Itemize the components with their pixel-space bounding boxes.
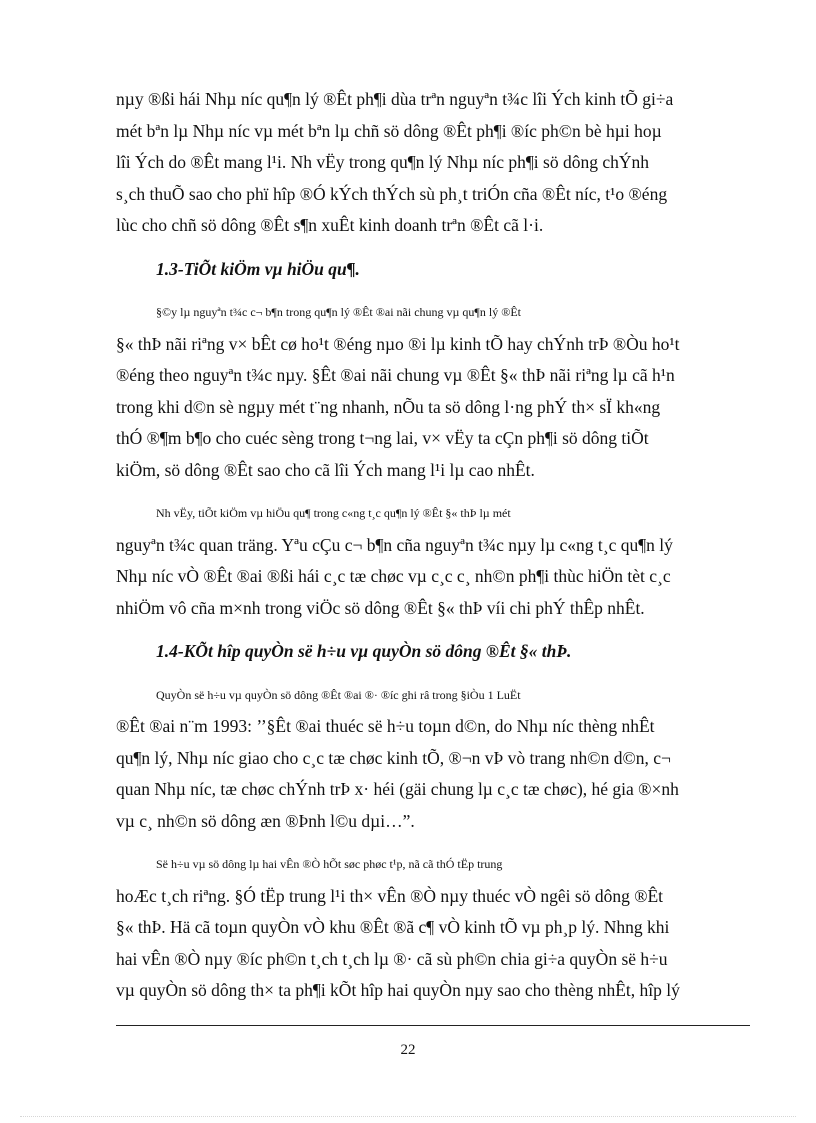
text-line: hai vÊn ®Ò nµy ®íc ph©n t¸ch t¸ch lµ ®· cã sù ph©n chia gi÷a quyÒn së h÷u bbox=[116, 948, 668, 969]
text-line: nhiÖm vô cña m×nh trong viÖc sö dông ®Êt §« thÞ víi chi phÝ thÊp nhÊt. bbox=[116, 597, 645, 618]
text-line: Nh vËy, tiÕt kiÖm vµ hiÖu qu¶ trong c«ng t¸c qu¶n lý ®Êt §« thÞ lµ mét bbox=[156, 506, 511, 520]
text-line: Së h÷u vµ sö dông lµ hai vÊn ®Ò hÕt søc phøc t¹p, nã cã thÓ tËp trung bbox=[156, 857, 503, 871]
text-line: ®Êt ®ai n¨m 1993: ’’§Êt ®ai thuéc së h÷u toµn d©n, do Nhµ níc thèng nhÊt bbox=[116, 716, 655, 736]
text-line: hoÆc t¸ch riªng. §Ó tËp trung l¹i th× vÊn ®Ò nµy thuéc vÒ ngêi sö dông ®Êt bbox=[116, 885, 664, 906]
text-line: qu¶n lý, Nhµ níc giao cho c¸c tæ chøc kinh tÕ, ®¬n vÞ vò trang nh©n d©n, c¬ bbox=[116, 747, 671, 768]
text-line: nµy ®ßi hái Nhµ níc qu¶n lý ®Êt ph¶i dùa trªn nguyªn t¾c lîi Ých kinh tÕ gi÷a bbox=[116, 89, 674, 109]
text-line: mét bªn lµ Nhµ níc vµ mét bªn lµ chñ sö dông ®Êt ph¶i ®íc ph©n bè hµi hoµ bbox=[116, 120, 662, 141]
text-line: lîi Ých do ®Êt mang l¹i. Nh vËy trong qu¶n lý Nhµ níc ph¶i sö dông chÝnh bbox=[116, 152, 649, 172]
text-line: lùc cho chñ sö dông ®Êt s¶n xuÊt kinh doanh trªn ®Êt cã l·i. bbox=[116, 215, 544, 235]
text-line: thÓ ®¶m b¶o cho cuéc sèng trong t¬ng lai, v× vËy ta cÇn ph¶i sö dông tiÕt bbox=[116, 428, 649, 448]
text-line: Nhµ níc vÒ ®Êt ®ai ®ßi hái c¸c tæ chøc vµ c¸c c¸ nh©n ph¶i thùc hiÖn tèt c¸c bbox=[116, 566, 671, 586]
text-line: §©y lµ nguyªn t¾c c¬ b¶n trong qu¶n lý ®Êt ®ai nãi chung vµ qu¶n lý ®Êt bbox=[156, 305, 521, 319]
text-line: vµ c¸ nh©n sö dông æn ®Þnh l©u dµi…”. bbox=[116, 810, 415, 831]
text-line: nguyªn t¾c quan träng. Yªu cÇu c¬ b¶n cña nguyªn t¾c nµy lµ c«ng t¸c qu¶n lý bbox=[116, 534, 673, 555]
text-line: ®éng theo nguyªn t¾c nµy. §Êt ®ai nãi chung vµ ®Êt §« thÞ nãi riªng lµ cã h¹n bbox=[116, 365, 675, 385]
text-line: QuyÒn së h÷u vµ quyÒn sö dông ®Êt ®ai ®· ®íc ghi râ trong §iÒu 1 LuËt bbox=[156, 687, 521, 702]
page-bottom-edge bbox=[20, 1116, 796, 1117]
text-line: s¸ch thuÕ sao cho phï hîp ®Ó kÝch thÝch sù ph¸t triÓn cña ®Êt níc, t¹o ®éng bbox=[116, 183, 668, 204]
page-number: 22 bbox=[400, 1042, 416, 1058]
paragraph-4 bbox=[116, 680, 750, 838]
section-heading-1-4: 1.4-KÕt hîp quyÒn së h÷u vµ quyÒn sö dông ®Êt §« thÞ. bbox=[156, 641, 572, 661]
footer-divider bbox=[116, 1025, 750, 1026]
text-line: quan Nhµ níc, tæ chøc chÝnh trÞ x· héi (gäi chung lµ c¸c tæ chøc), hé gia ®×nh bbox=[116, 779, 679, 799]
text-line: trong khi d©n sè ngµy mét t¨ng nhanh, nÕu ta sö dông l·ng phÝ th× sÏ kh«ng bbox=[116, 396, 661, 417]
text-line: §« thÞ. Hä cã toµn quyÒn vÒ khu ®Êt ®ã c¶ vÒ kinh tÕ vµ ph¸p lý. Nhng khi bbox=[116, 917, 670, 937]
text-line: §« thÞ nãi riªng v× bÊt cø ho¹t ®éng nµo ®i lµ kinh tÕ hay chÝnh trÞ ®Òu ho¹t bbox=[116, 333, 680, 354]
paragraph-3 bbox=[116, 498, 750, 624]
body-text bbox=[116, 84, 750, 1019]
paragraph-1 bbox=[116, 84, 750, 242]
section-heading-1-3: 1.3-TiÕt kiÖm vµ hiÖu qu¶. bbox=[156, 258, 360, 279]
paragraph-2 bbox=[116, 297, 750, 486]
paragraph-5 bbox=[116, 849, 750, 1007]
text-line: vµ quyÒn sö dông th× ta ph¶i kÕt hîp hai quyÒn nµy sao cho thèng nhÊt, hîp lý bbox=[116, 980, 680, 1000]
text-line: kiÖm, sö dông ®Êt sao cho cã lîi Ých mang l¹i lµ cao nhÊt. bbox=[116, 459, 535, 480]
